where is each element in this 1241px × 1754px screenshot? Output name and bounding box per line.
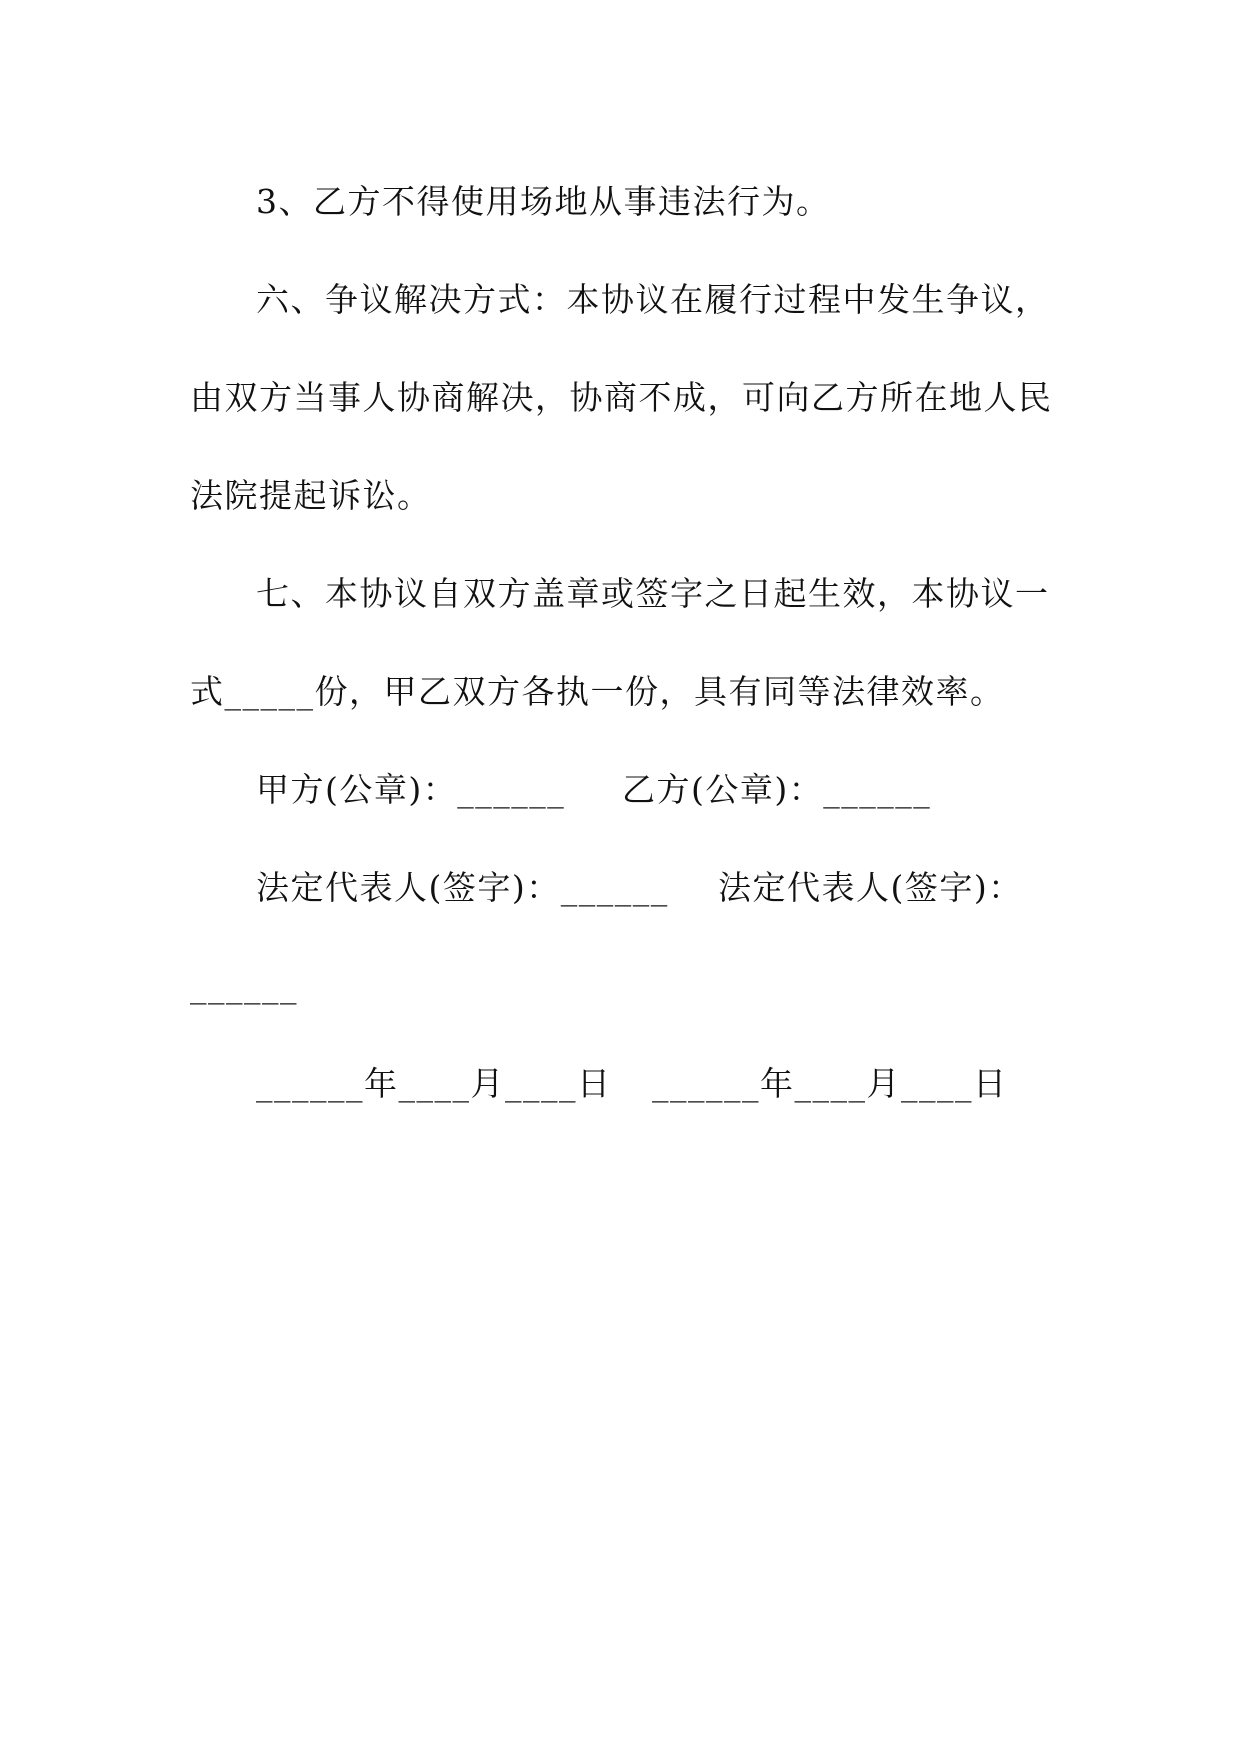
clause-7-line-1: 七、本协议自双方盖章或签字之日起生效，本协议一 bbox=[256, 574, 1050, 613]
party-a-seal: 甲方(公章)：______ bbox=[256, 770, 566, 809]
clause-6-line-3: 法院提起诉讼。 bbox=[190, 476, 432, 515]
date-row bbox=[256, 1064, 1156, 1104]
party-a-representative: 法定代表人(签字)：______ bbox=[256, 868, 669, 907]
representative-row bbox=[256, 868, 1156, 908]
clause-7-line-2: 式_____份，甲乙双方各执一份，具有同等法律效率。 bbox=[190, 672, 1005, 711]
clause-6-line-1: 六、争议解决方式：本协议在履行过程中发生争议， bbox=[256, 280, 1050, 319]
party-b-representative-blank: ______ bbox=[190, 966, 298, 1005]
party-a-date: ______年____月____日 bbox=[256, 1064, 612, 1103]
party-b-seal: 乙方(公章)：______ bbox=[622, 770, 932, 809]
clause-3-line: 3、乙方不得使用场地从事违法行为。 bbox=[256, 182, 831, 221]
party-b-date: ______年____月____日 bbox=[652, 1064, 1008, 1103]
clause-6-line-2: 由双方当事人协商解决，协商不成，可向乙方所在地人民 bbox=[190, 378, 1053, 417]
seal-row bbox=[256, 770, 1156, 810]
party-b-representative: 法定代表人(签字)： bbox=[718, 868, 1023, 907]
